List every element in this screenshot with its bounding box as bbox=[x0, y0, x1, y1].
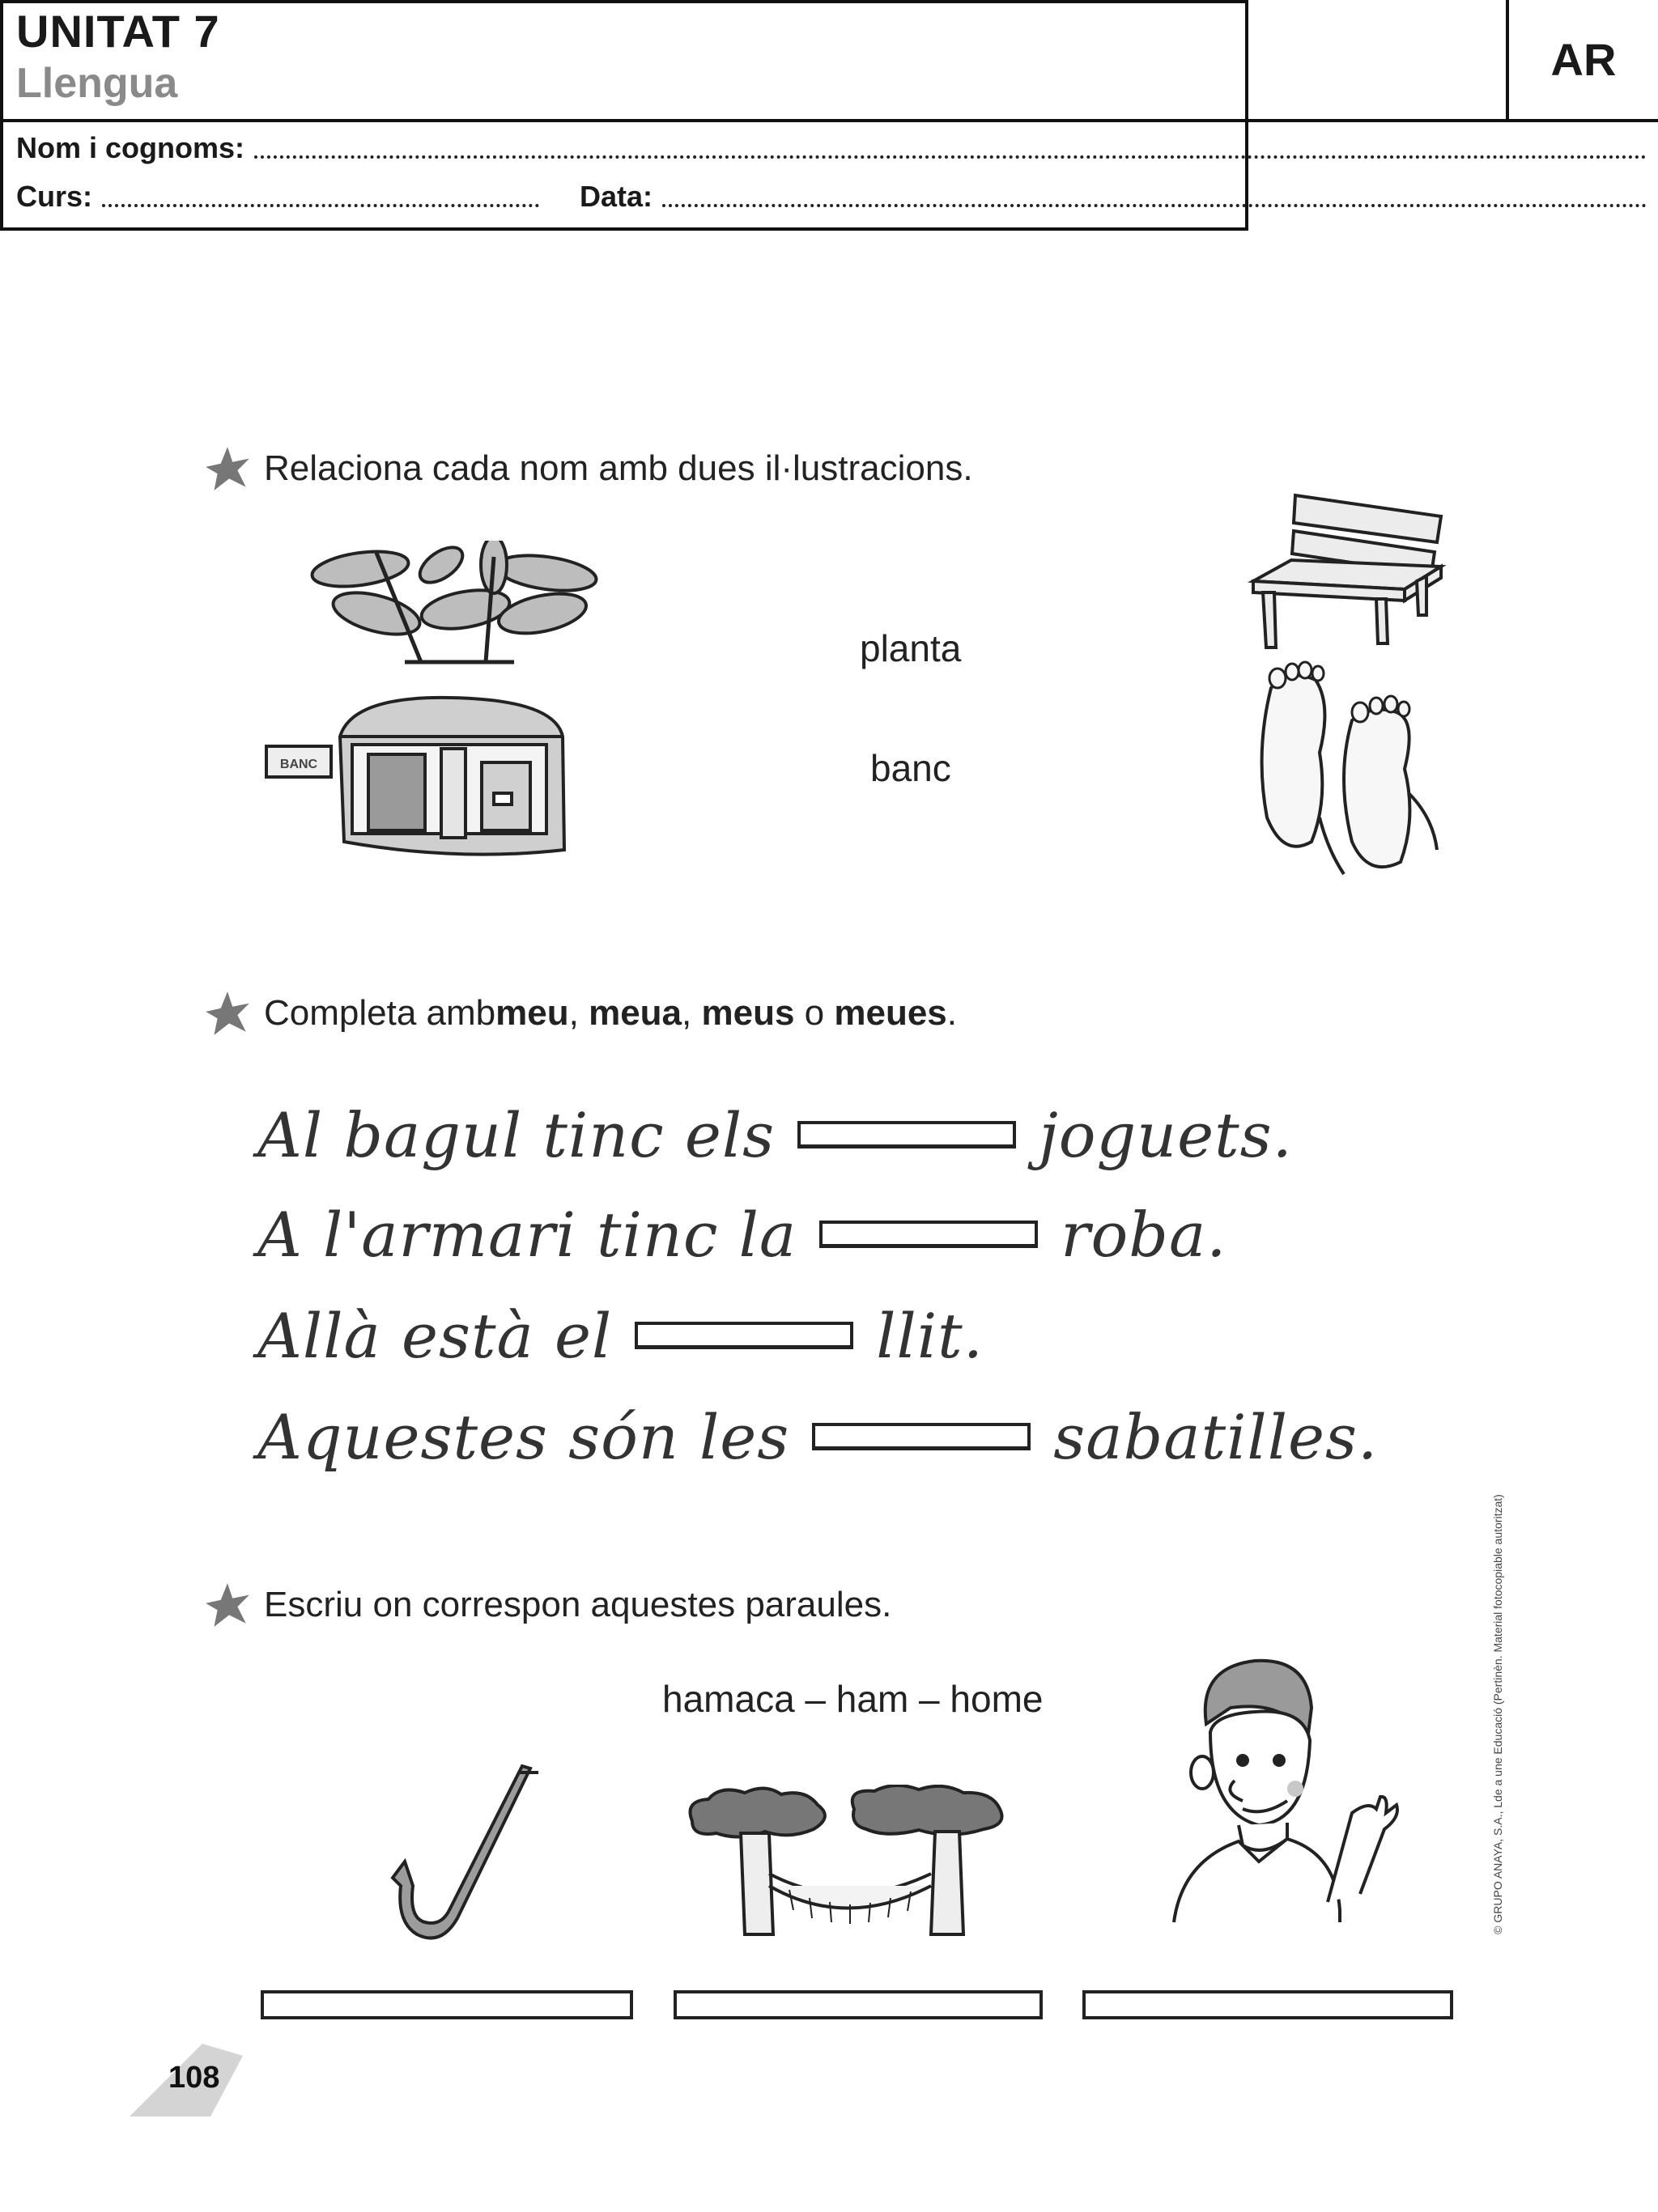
name-field-row bbox=[16, 120, 1647, 165]
star-icon bbox=[202, 444, 253, 494]
answer-box-2[interactable] bbox=[674, 1990, 1043, 2019]
page-number: 108 bbox=[168, 2061, 220, 2095]
star-icon bbox=[202, 988, 253, 1038]
bank-building-illustration bbox=[263, 688, 575, 858]
level-code: AR bbox=[1506, 0, 1658, 119]
word-planta: planta bbox=[860, 627, 962, 669]
sentence-3-blank[interactable] bbox=[635, 1322, 853, 1349]
subject-title: Llengua bbox=[16, 60, 178, 107]
hammock-illustration bbox=[684, 1785, 1040, 1947]
bank-sign-text: BANC bbox=[279, 758, 318, 771]
answer-box-3[interactable] bbox=[1082, 1990, 1453, 2019]
header-box bbox=[0, 0, 1617, 231]
plant-illustration bbox=[300, 541, 607, 670]
page-number-badge bbox=[121, 2040, 251, 2121]
name-label: Nom i cognoms: bbox=[16, 131, 245, 164]
bench-illustration bbox=[1247, 486, 1449, 656]
exercise1-instruction-text: Relaciona cada nom amb dues il·lustracions. bbox=[264, 448, 973, 488]
date-label: Data: bbox=[580, 180, 653, 213]
feet-illustration bbox=[1239, 656, 1441, 882]
word-list: hamaca – ham – home bbox=[662, 1678, 1044, 1720]
course-date-row bbox=[16, 168, 1647, 214]
instr2-word4: meues bbox=[834, 993, 947, 1033]
sentence-1-blank[interactable] bbox=[797, 1121, 1016, 1148]
sentence-4-before: Aquestes són les bbox=[257, 1400, 790, 1473]
exercise1-instruction bbox=[202, 444, 973, 493]
sentence-1-before: Al bagul tinc els bbox=[257, 1098, 776, 1171]
exercise3-instruction-text: Escriu on correspon aquestes paraules. bbox=[264, 1585, 892, 1624]
sentence-4-after: sabatilles. bbox=[1053, 1400, 1379, 1473]
sentence-2-blank[interactable] bbox=[819, 1221, 1038, 1248]
star-icon bbox=[202, 1580, 253, 1630]
name-field[interactable] bbox=[254, 155, 1647, 159]
instr2-word3: meus bbox=[701, 993, 795, 1033]
exercise3-instruction bbox=[202, 1581, 891, 1629]
instr2-word2: meua bbox=[589, 993, 682, 1033]
unit-title: UNITAT 7 bbox=[16, 6, 220, 57]
instr2-sep1: , bbox=[568, 993, 589, 1033]
word-banc: banc bbox=[870, 747, 951, 789]
sentence-3 bbox=[257, 1295, 984, 1376]
sentence-1-after: joguets. bbox=[1039, 1098, 1293, 1171]
copyright-notice bbox=[1490, 1416, 1509, 2023]
date-field[interactable] bbox=[662, 204, 1647, 207]
sentence-4 bbox=[257, 1396, 1378, 1477]
sentence-1 bbox=[257, 1094, 1293, 1175]
instr2-sep3: o bbox=[794, 993, 835, 1033]
sentence-3-after: llit. bbox=[876, 1299, 984, 1372]
course-field[interactable] bbox=[102, 204, 539, 207]
instr2-word1: meu bbox=[495, 993, 569, 1033]
instr2-pre: Completa amb bbox=[264, 993, 496, 1033]
answer-box-1[interactable] bbox=[261, 1990, 633, 2019]
hook-illustration bbox=[368, 1764, 546, 1951]
course-label: Curs: bbox=[16, 180, 93, 213]
header-top bbox=[0, 0, 1658, 122]
instr2-sep2: , bbox=[682, 993, 702, 1033]
exercise2-instruction bbox=[202, 989, 957, 1038]
sentence-2-before: A l'armari tinc la bbox=[257, 1198, 797, 1271]
sentence-4-blank[interactable] bbox=[812, 1423, 1031, 1450]
sentence-2-after: roba. bbox=[1061, 1198, 1227, 1271]
copyright-text: © GRUPO ANAYA, S.A., Lde a une Educació (Pertinèn. Material fotocopiable autoritzat) bbox=[1491, 1494, 1504, 1934]
instr2-end: . bbox=[946, 993, 958, 1033]
sentence-3-before: Allà està el bbox=[257, 1299, 613, 1372]
sentence-2 bbox=[257, 1194, 1226, 1275]
man-illustration bbox=[1166, 1651, 1401, 1934]
